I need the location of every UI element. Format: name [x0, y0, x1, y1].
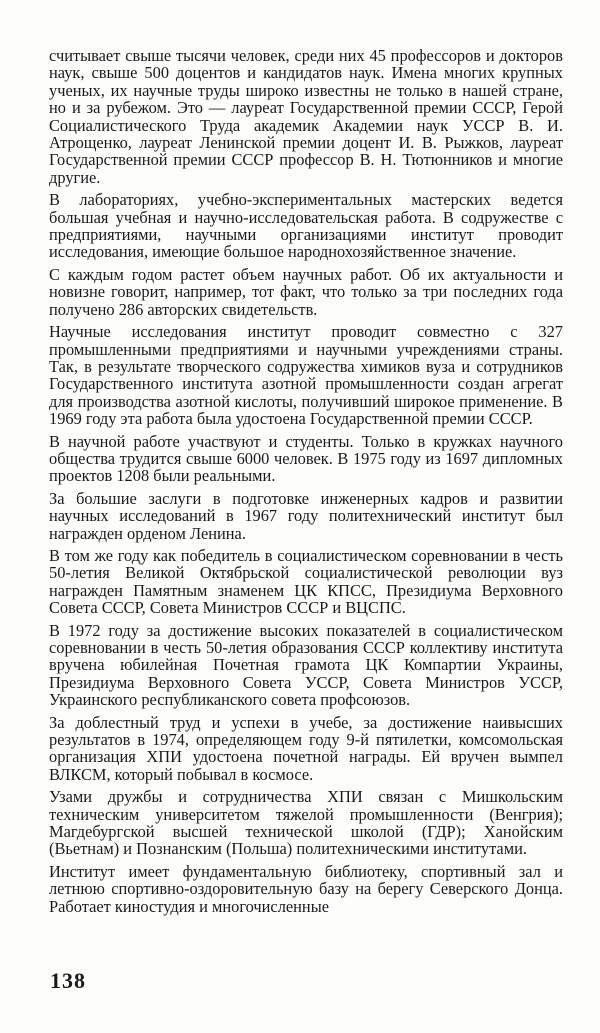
paragraph-6: За большие заслуги в подготовке инженерных кадров и развитии научных исследований в 1967 году политехнический институт был награжден орденом Ленина.: [49, 488, 563, 543]
paragraph-3: С каждым годом растет объем научных работ. Об их актуальности и новизне говорит, например, тот факт, что только за три последних года получено 286 авторских свидетельств.: [49, 264, 563, 319]
paragraph-7: В том же году как победитель в социалистическом соревновании в честь 50-летия Великой Октябрьской социалистической революции вуз награжден Памятным знаменем ЦК КПСС, Президиума Верховного Совета СССР, Совета Министров СССР и ВЦСПС.: [49, 545, 563, 618]
paragraph-9: За доблестный труд и успехи в учебе, за достижение наивысших результатов в 1974, определяющем году 9-й пятилетки, комсомольская организация ХПИ удостоена почетной награды. Ей вручен вымпел ВЛКСМ, который побывал в космосе.: [49, 712, 563, 784]
paragraph-5: В научной работе участвуют и студенты. Только в кружках научного общества трудится свыше 6000 человек. В 1975 году из 1697 дипломных проектов 1208 были реальными.: [49, 431, 563, 486]
page-number: 138: [50, 968, 86, 993]
paragraph-11: Институт имеет фундаментальную библиотеку, спортивный зал и летнюю спортивно-оздоровительную базу на берегу Северского Донца. Работает киностудия и многочисленные: [49, 861, 563, 916]
paragraph-10: Узами дружбы и сотрудничества ХПИ связан с Мишкольским техническим университетом тяжелой промышленности (Венгрия); Магдебургской высшей технической школой (ГДР); Ханойским (Вьетнам) и Познанским (Польша) политехническими институтами.: [49, 787, 563, 859]
paragraph-4: Научные исследования институт проводит совместно с 327 промышленными предприятиями и научными учреждениями страны. Так, в результате творческого содружества химиков вуза и сотрудников Государственного института азотной промышленности создан агрегат для производства азотной кислоты, получивший широкое применение. В 1969 году эта работа была удостоена Государственной премии СССР.: [49, 322, 563, 429]
paragraph-8: В 1972 году за достижение высоких показателей в социалистическом соревновании в честь 50-летия образования СССР коллективу института вручена юбилейная Почетная грамота ЦК Компартии Украины, Президиума Верховного Совета УССР, Совета Министров УССР, Украинского республиканского совета профсоюзов.: [49, 620, 563, 710]
paragraph-2: В лабораториях, учебно-экспериментальных мастерских ведется большая учебная и научно-исследовательская работа. В содружестве с предприятиями, научными организациями институт проводит исследования, имеющие большое народнохозяйственное значение.: [49, 190, 563, 262]
paragraph-1: считывает свыше тысячи человек, среди них 45 профессоров и докторов наук, свыше 500 доцентов и кандидатов наук. Имена многих крупных ученых, их научные труды широко известны не только в нашей стране, но и за рубежом. Это — лауреат Государственной премии СССР, Герой Социалистического Труда академик Академии наук УССР В. И. Атрощенко, лауреат Ленинской премии доцент И. В. Рыжков, лауреат Государственной премии СССР профессор В. Н. Тютюнников и многие другие.: [49, 46, 563, 187]
body-text: [49, 47, 563, 920]
